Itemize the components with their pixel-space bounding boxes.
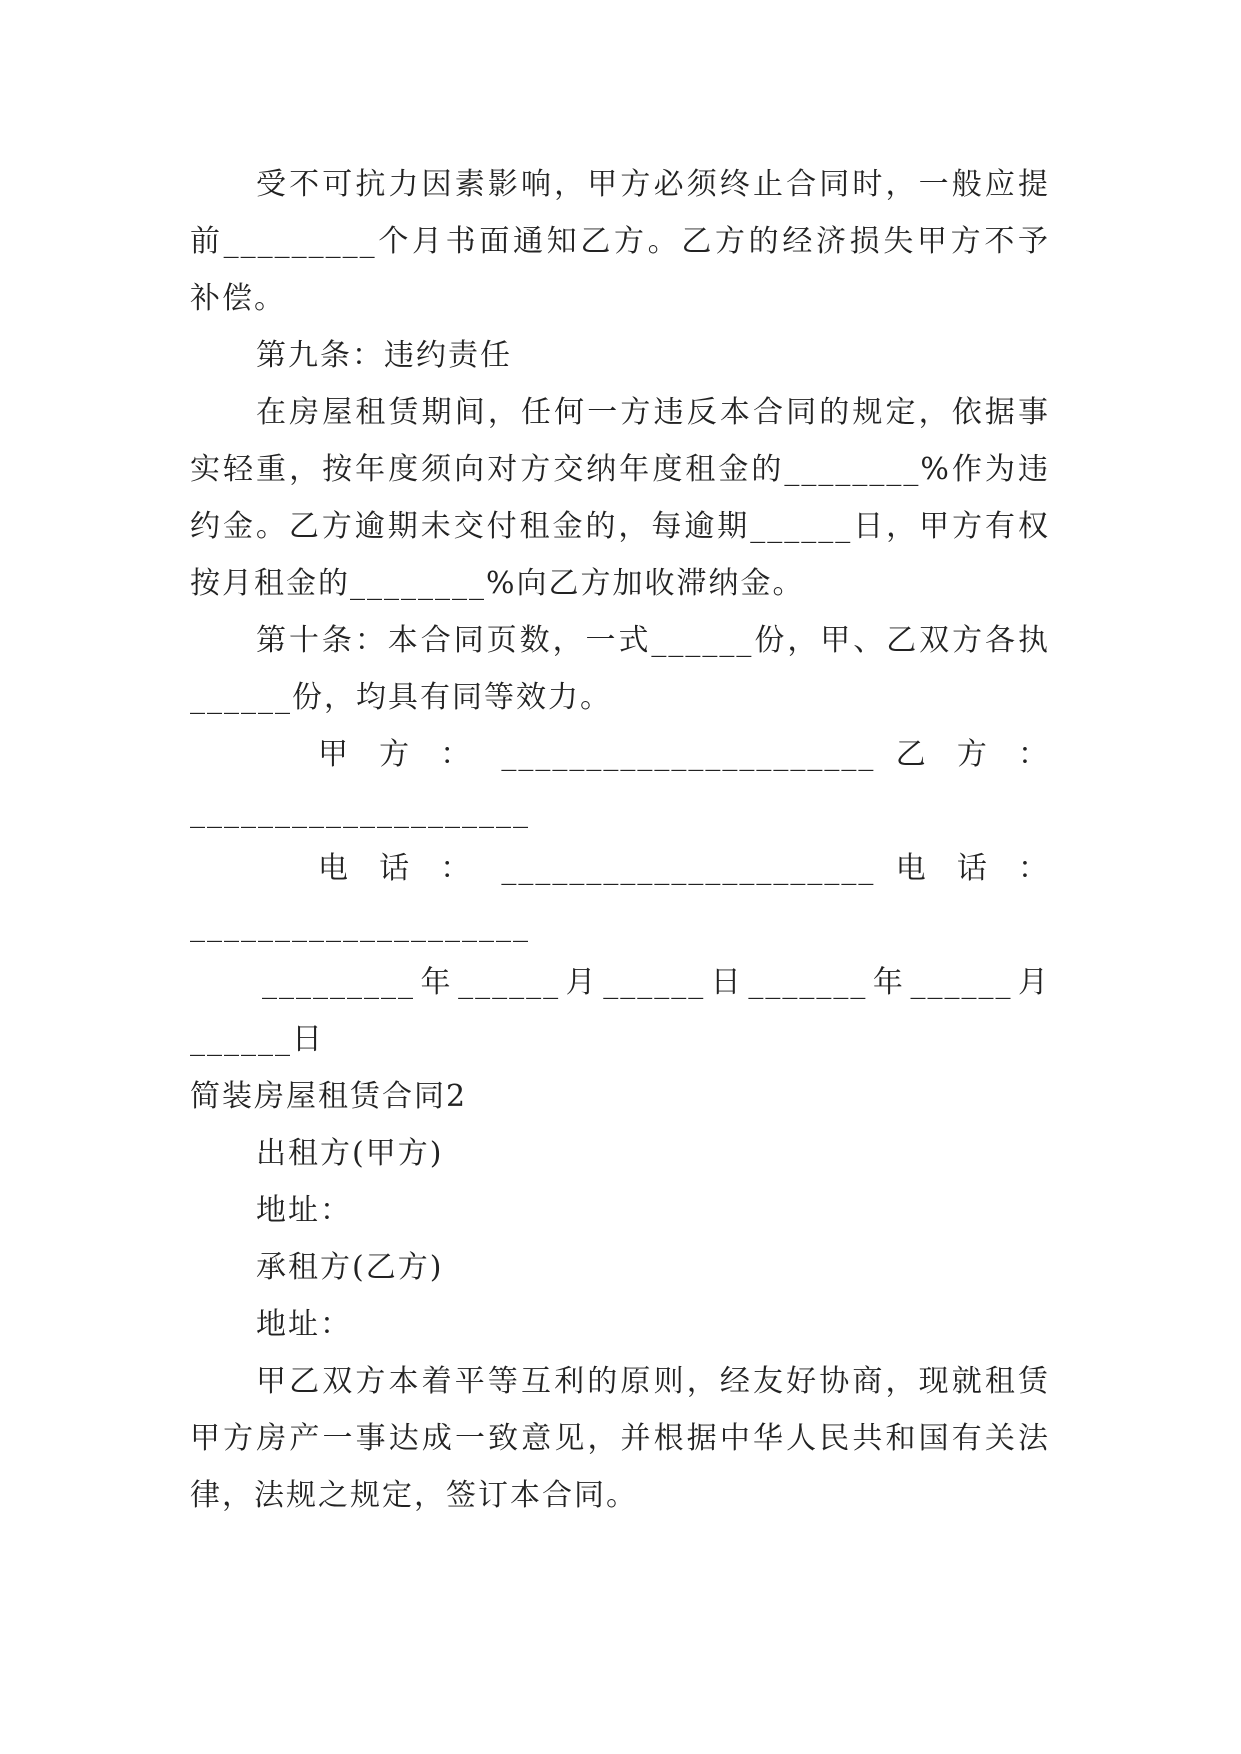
paragraph-line: 甲方房产一事达成一致意见，并根据中华人民共和国有关法 (190, 1421, 1050, 1456)
document-title: 简装房屋租赁合同2 (190, 1079, 468, 1114)
paragraph-line: 第十条：本合同页数，一式______份，甲、乙双方各执 (256, 623, 1050, 658)
paragraph-line: ______份，均具有同等效力。 (190, 680, 612, 715)
paragraph-line: 实轻重，按年度须向对方交纳年度租金的________%作为违 (190, 452, 1050, 487)
signature-phone-line: 电 话 ： ______________________ 电 话 ： (318, 851, 1050, 886)
lessor-label: 出租方(甲方) (256, 1136, 444, 1171)
paragraph-line: 甲乙双方本着平等互利的原则，经友好协商，现就租赁 (256, 1364, 1050, 1399)
signature-party-line: 甲 方 ： ______________________ 乙 方 ： (318, 737, 1050, 772)
paragraph-line: 在房屋租赁期间，任何一方违反本合同的规定，依据事 (256, 395, 1050, 430)
lessee-label: 承租方(乙方) (256, 1250, 444, 1285)
signature-blank: ____________________ (190, 908, 530, 943)
paragraph-line: 按月租金的________%向乙方加收滞纳金。 (190, 566, 805, 601)
lessor-address-label: 地址： (256, 1193, 352, 1228)
signature-date-line: ______日 (190, 1022, 324, 1057)
section-heading: 第九条：违约责任 (256, 338, 512, 373)
paragraph-line: 约金。乙方逾期未交付租金的，每逾期______日，甲方有权 (190, 509, 1050, 544)
paragraph-line: 补偿。 (190, 281, 286, 316)
signature-blank: ____________________ (190, 794, 530, 829)
paragraph-line: 前_________个月书面通知乙方。乙方的经济损失甲方不予 (190, 224, 1050, 259)
paragraph-line: 律，法规之规定，签订本合同。 (190, 1478, 638, 1513)
paragraph-line: 受不可抗力因素影响，甲方必须终止合同时，一般应提 (256, 167, 1050, 202)
signature-date-line: _________年______月______日_______年______月 (262, 965, 1050, 1000)
lessee-address-label: 地址： (256, 1307, 352, 1342)
